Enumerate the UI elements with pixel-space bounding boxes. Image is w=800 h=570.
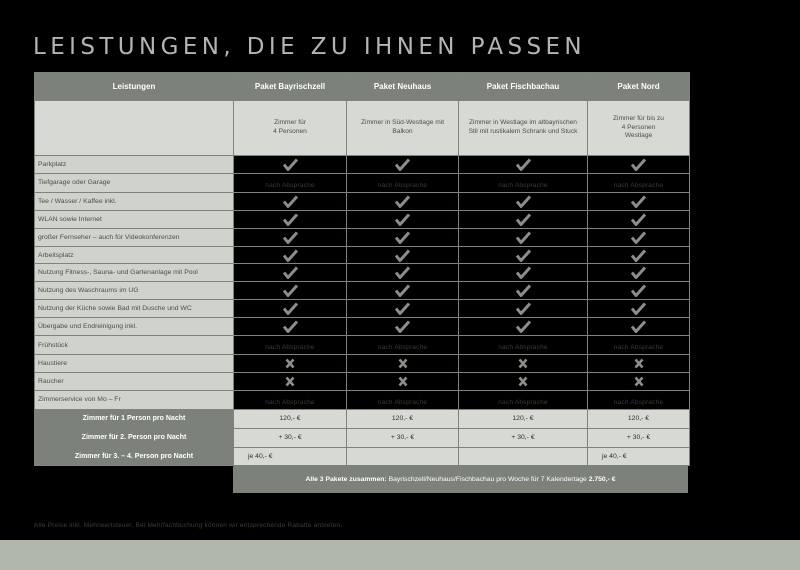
service-cell-nord (588, 228, 690, 246)
service-cell-neuhaus (347, 156, 459, 174)
price-row (35, 409, 690, 428)
service-label: Arbeitsplatz (35, 246, 234, 264)
cross-icon (398, 358, 408, 369)
service-cell-nord (588, 355, 690, 373)
service-cell-neuhaus (347, 264, 459, 282)
check-icon (631, 158, 646, 171)
service-cell-bayrischzell (234, 318, 347, 336)
check-icon (516, 231, 531, 244)
price-value-bayrischzell: 120,- € (234, 409, 347, 428)
service-cell-bayrischzell (234, 246, 347, 264)
service-cell-bayrischzell (234, 300, 347, 318)
check-icon (631, 266, 646, 279)
check-icon (283, 320, 298, 333)
on-request-text: nach Absprache (265, 181, 315, 189)
service-label: Nutzung Fitness-, Sauna- und Gartenanlage mit Pool (35, 264, 234, 282)
service-row (35, 192, 690, 210)
service-cell-neuhaus (347, 390, 459, 409)
description-bayrischzell (234, 101, 347, 156)
summary-lead: Alle 3 Pakete zusammen: (305, 475, 387, 483)
service-cell-fischbachau (459, 228, 588, 246)
check-icon (395, 320, 410, 333)
check-icon (516, 284, 531, 297)
service-row (35, 173, 690, 192)
on-request-text: nach Absprache (377, 181, 428, 189)
service-row (35, 264, 690, 282)
service-cell-bayrischzell (234, 355, 347, 373)
cross-icon (398, 376, 408, 387)
check-icon (631, 213, 646, 226)
check-icon (516, 158, 531, 171)
service-cell-nord (588, 173, 690, 192)
page-title: LEISTUNGEN, DIE ZU IHNEN PASSEN (33, 34, 587, 60)
on-request-text: nach Absprache (613, 344, 664, 352)
description-line: Zimmer für bis zu (613, 115, 664, 123)
check-icon (395, 302, 410, 315)
price-value-fischbachau: 120,- € (459, 409, 588, 428)
service-cell-fischbachau (459, 372, 588, 390)
service-cell-fischbachau (459, 390, 588, 409)
service-label: Tiefgarage oder Garage (35, 173, 234, 192)
check-icon (283, 266, 298, 279)
check-icon (631, 302, 646, 315)
header-services: Leistungen (35, 73, 234, 101)
cross-icon (634, 358, 644, 369)
price-label: Zimmer für 3. – 4. Person pro Nacht (35, 447, 234, 466)
on-request-text: nach Absprache (377, 344, 428, 352)
service-label: großer Fernseher – auch für Videokonferenzen (35, 228, 234, 246)
service-label: Raucher (35, 372, 234, 390)
service-cell-bayrischzell (234, 390, 347, 409)
check-icon (283, 158, 298, 171)
description-line: Westlage (624, 132, 653, 140)
check-icon (516, 249, 531, 262)
check-icon (395, 266, 410, 279)
service-cell-nord (588, 264, 690, 282)
cross-icon (285, 358, 295, 369)
services-table (34, 72, 690, 466)
service-cell-neuhaus (347, 173, 459, 192)
on-request-text: nach Absprache (265, 344, 315, 352)
on-request-text: nach Absprache (265, 398, 315, 406)
service-cell-fischbachau (459, 173, 588, 192)
service-cell-fischbachau (459, 210, 588, 228)
service-cell-bayrischzell (234, 372, 347, 390)
cross-icon (634, 376, 644, 387)
check-icon (631, 195, 646, 208)
description-row (35, 101, 690, 156)
service-cell-nord (588, 390, 690, 409)
on-request-text: nach Absprache (498, 344, 548, 352)
cross-icon (518, 376, 528, 387)
service-cell-fischbachau (459, 192, 588, 210)
price-label: Zimmer für 2. Person pro Nacht (35, 428, 234, 447)
header-package-neuhaus: Paket Neuhaus (347, 73, 459, 101)
price-value-fischbachau (459, 447, 588, 466)
description-line: 4 Personen (621, 123, 656, 131)
service-label: Nutzung der Küche sowie Bad mit Dusche und WC (35, 300, 234, 318)
on-request-text: nach Absprache (377, 398, 428, 406)
service-cell-fischbachau (459, 336, 588, 355)
header-package-bayrischzell: Paket Bayrischzell (234, 73, 347, 101)
service-cell-nord (588, 318, 690, 336)
footer-band (0, 540, 800, 570)
description-line: Zimmer für (274, 119, 306, 127)
service-cell-bayrischzell (234, 264, 347, 282)
on-request-text: nach Absprache (613, 181, 664, 189)
service-row (35, 355, 690, 373)
check-icon (283, 249, 298, 262)
price-value-nord: je 40,- € (588, 447, 690, 466)
price-value-nord: 120,- € (588, 409, 690, 428)
service-cell-neuhaus (347, 300, 459, 318)
service-label: WLAN sowie Internet (35, 210, 234, 228)
service-cell-neuhaus (347, 355, 459, 373)
check-icon (631, 284, 646, 297)
service-cell-nord (588, 210, 690, 228)
check-icon (516, 195, 531, 208)
service-label: Zimmerservice von Mo – Fr (35, 390, 234, 409)
service-cell-neuhaus (347, 372, 459, 390)
on-request-text: nach Absprache (498, 398, 548, 406)
service-label: Frühstück (35, 336, 234, 355)
check-icon (631, 249, 646, 262)
service-cell-nord (588, 282, 690, 300)
service-row (35, 300, 690, 318)
price-label: Zimmer für 1 Person pro Nacht (35, 409, 234, 428)
check-icon (283, 195, 298, 208)
check-icon (395, 158, 410, 171)
check-icon (395, 195, 410, 208)
check-icon (631, 231, 646, 244)
price-value-neuhaus (347, 447, 459, 466)
service-row (35, 372, 690, 390)
price-value-bayrischzell: je 40,- € (234, 447, 347, 466)
service-cell-fischbachau (459, 156, 588, 174)
description-line: Balkon (392, 128, 413, 135)
service-cell-neuhaus (347, 318, 459, 336)
service-cell-bayrischzell (234, 210, 347, 228)
header-package-fischbachau: Paket Fischbachau (459, 73, 588, 101)
description-empty (35, 101, 234, 156)
service-cell-fischbachau (459, 246, 588, 264)
check-icon (395, 231, 410, 244)
header-package-nord: Paket Nord (588, 73, 690, 101)
service-row (35, 336, 690, 355)
footnote: Alle Preise inkl. Mehrwertsteuer. Bei Mehrfachbuchung können wir entsprechende Rabatte anbieten. (34, 522, 343, 529)
check-icon (395, 213, 410, 226)
service-cell-neuhaus (347, 228, 459, 246)
summary-bar (233, 465, 688, 493)
service-cell-bayrischzell (234, 336, 347, 355)
service-cell-neuhaus (347, 210, 459, 228)
header-row (35, 73, 690, 101)
service-cell-neuhaus (347, 192, 459, 210)
service-label: Übergabe und Endreinigung inkl. (35, 318, 234, 336)
check-icon (283, 213, 298, 226)
service-cell-nord (588, 246, 690, 264)
service-cell-bayrischzell (234, 173, 347, 192)
check-icon (283, 302, 298, 315)
price-value-neuhaus: 120,- € (347, 409, 459, 428)
price-row (35, 447, 690, 466)
service-label: Tee / Wasser / Kaffee inkl. (35, 192, 234, 210)
service-row (35, 210, 690, 228)
check-icon (395, 249, 410, 262)
service-cell-bayrischzell (234, 192, 347, 210)
service-cell-neuhaus (347, 336, 459, 355)
check-icon (516, 320, 531, 333)
description-line: Zimmer in Süd-Westlage mit (360, 119, 445, 127)
service-cell-bayrischzell (234, 228, 347, 246)
service-row (35, 156, 690, 174)
service-cell-bayrischzell (234, 156, 347, 174)
cross-icon (285, 376, 295, 387)
description-line: Zimmer in Westlage im altbayrischen (469, 119, 577, 127)
service-cell-fischbachau (459, 300, 588, 318)
check-icon (395, 284, 410, 297)
service-cell-fischbachau (459, 355, 588, 373)
price-value-bayrischzell: + 30,- € (234, 428, 347, 447)
description-neuhaus (347, 101, 459, 156)
service-cell-nord (588, 336, 690, 355)
summary-text: Bayrischzell/Neuhaus/Fischbachau pro Woche für 7 Kalendertage (386, 475, 589, 483)
price-value-nord: + 30,- € (588, 428, 690, 447)
service-cell-nord (588, 192, 690, 210)
summary-price: 2.750,- € (588, 475, 616, 483)
service-row (35, 228, 690, 246)
service-label: Parkplatz (35, 156, 234, 174)
service-row (35, 246, 690, 264)
description-nord (588, 101, 690, 156)
description-line: Stil mit rustikalem Schrank und Stuck (468, 128, 578, 135)
description-fischbachau (459, 101, 588, 156)
on-request-text: nach Absprache (498, 181, 548, 189)
check-icon (631, 320, 646, 333)
check-icon (516, 266, 531, 279)
service-label: Haustiere (35, 355, 234, 373)
check-icon (516, 302, 531, 315)
service-cell-neuhaus (347, 246, 459, 264)
service-row (35, 318, 690, 336)
check-icon (283, 231, 298, 244)
check-icon (516, 213, 531, 226)
description-line: 4 Personen (273, 128, 307, 135)
price-row (35, 428, 690, 447)
price-value-neuhaus: + 30,- € (347, 428, 459, 447)
service-label: Nutzung des Waschraums im UG (35, 282, 234, 300)
service-cell-neuhaus (347, 282, 459, 300)
on-request-text: nach Absprache (613, 398, 664, 406)
price-value-fischbachau: + 30,- € (459, 428, 588, 447)
service-cell-nord (588, 300, 690, 318)
service-cell-nord (588, 372, 690, 390)
check-icon (283, 284, 298, 297)
service-cell-fischbachau (459, 264, 588, 282)
cross-icon (518, 358, 528, 369)
service-cell-fischbachau (459, 282, 588, 300)
service-row (35, 282, 690, 300)
service-cell-fischbachau (459, 318, 588, 336)
service-cell-bayrischzell (234, 282, 347, 300)
service-row (35, 390, 690, 409)
service-cell-nord (588, 156, 690, 174)
